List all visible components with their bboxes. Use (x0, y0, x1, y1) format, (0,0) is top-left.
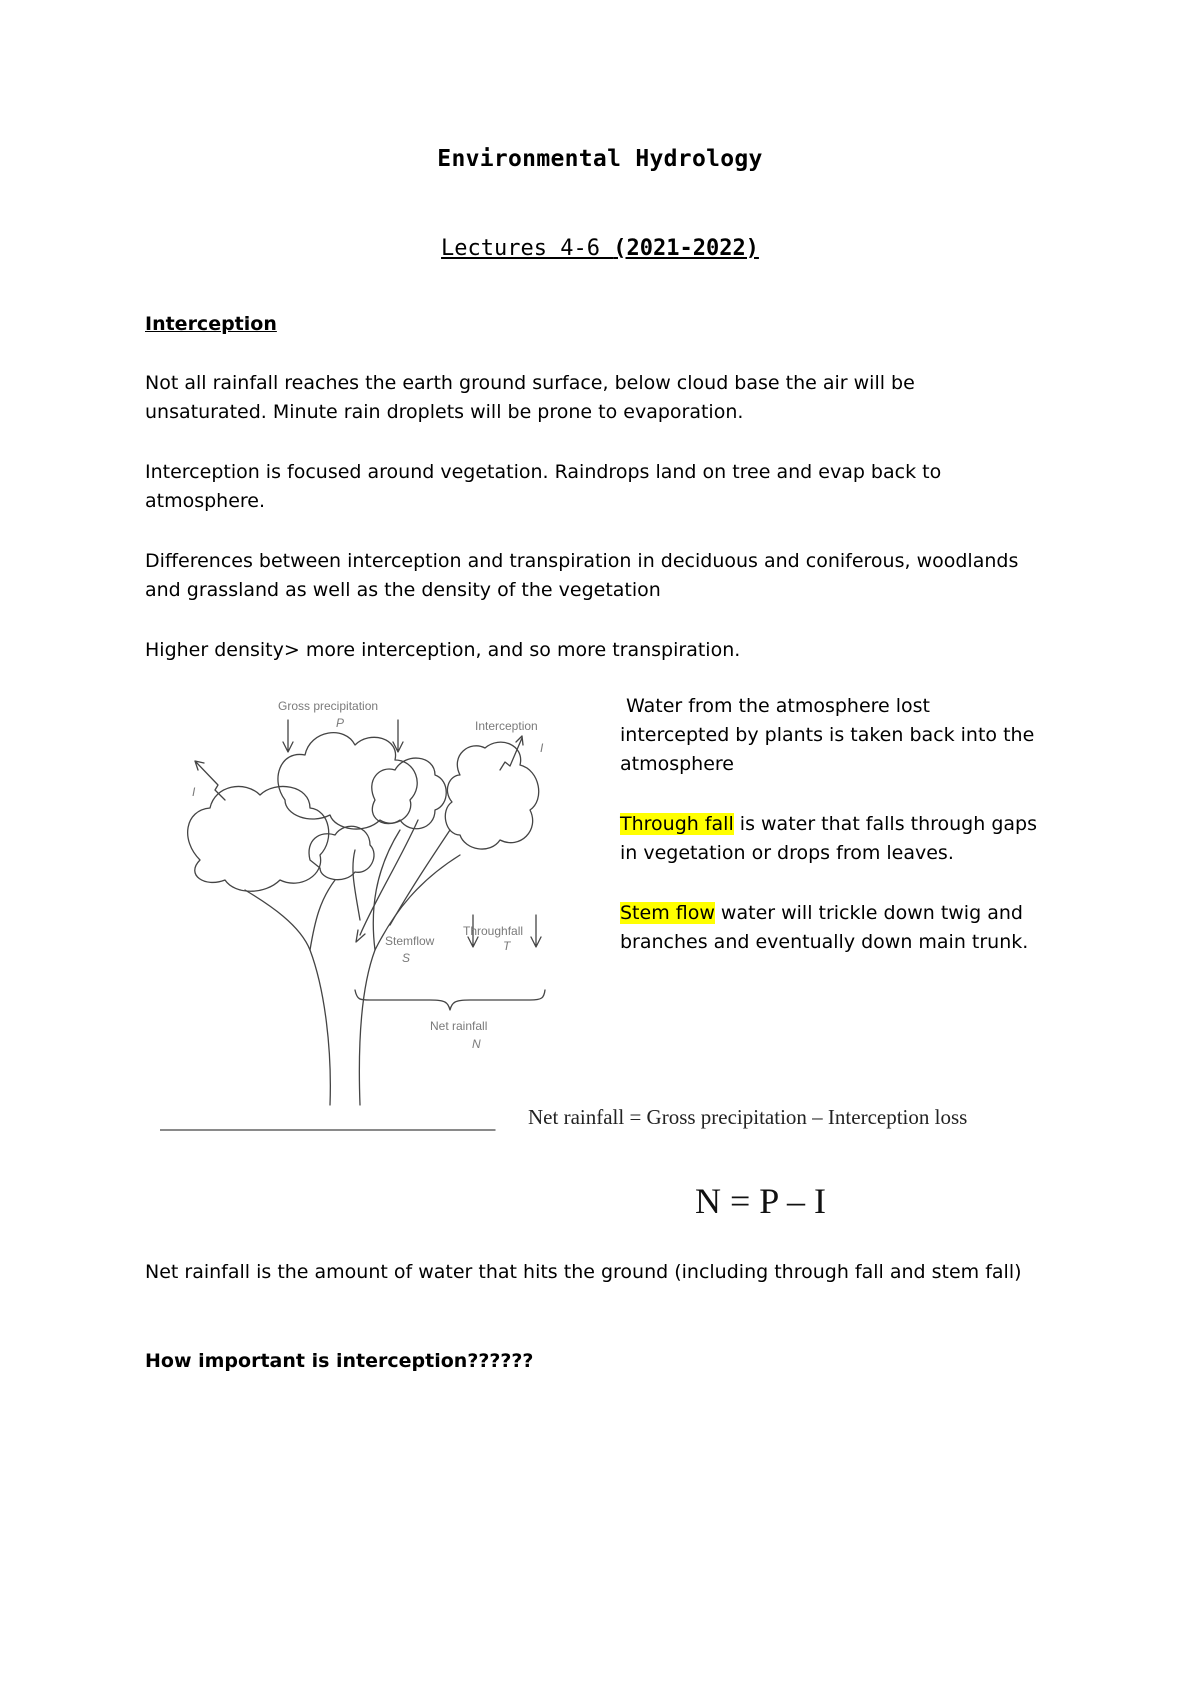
throughfall-description: is water that falls through gaps (733, 813, 1037, 835)
side-text-1-line-1: Water from the atmosphere lost (620, 695, 931, 717)
subtitle-years: (2021-2022) (613, 236, 759, 261)
stemflow-label: Stemflow (385, 934, 435, 948)
interception-label-right: Interception (475, 719, 538, 733)
stemflow-highlight: Stem flow (620, 902, 715, 924)
paragraph-2-line-2: atmosphere. (145, 490, 266, 512)
gross-precipitation-label: Gross precipitation (278, 699, 379, 713)
paragraph-5: Net rainfall is the amount of water that hits the ground (including through fall and stem fall) (145, 1261, 1022, 1283)
side-text-3-line-2: branches and eventually down main trunk. (620, 931, 1029, 953)
gross-arrow-left (283, 720, 293, 752)
stemflow-description: water will trickle down twig and (714, 902, 1023, 924)
interception-symbol-right: I (540, 741, 544, 755)
paragraph-4: Higher density> more interception, and so more transpiration. (145, 639, 741, 661)
net-rainfall-formula-words: Net rainfall = Gross precipitation – Interception loss (528, 1105, 968, 1129)
canopy-left-cloud (188, 786, 329, 891)
net-rainfall-label: Net rainfall (430, 1019, 488, 1033)
tree-trunk (245, 890, 330, 1105)
section-heading-interception: Interception (145, 313, 277, 335)
net-rainfall-symbol: N (472, 1037, 481, 1051)
throughfall-arrow-right (531, 915, 541, 947)
throughfall-highlight: Through fall (620, 813, 734, 835)
subtitle-lectures: Lectures 4-6 (441, 236, 614, 261)
branch-4 (353, 850, 360, 920)
canopy-inner-cloud (309, 826, 374, 879)
side-text-2-line-2: in vegetation or drops from leaves. (620, 842, 954, 864)
throughfall-symbol: T (503, 939, 511, 953)
paragraph-2 (145, 458, 1065, 516)
paragraph-2-line-1: Interception is focused around vegetation. Raindrops land on tree and evap back to (145, 461, 942, 483)
gross-precipitation-symbol: P (336, 716, 345, 730)
branch-3 (390, 830, 450, 925)
side-text-3-line-1 (620, 899, 1070, 928)
branch-1 (310, 880, 335, 950)
branch-2 (373, 830, 400, 950)
stemflow-symbol: S (402, 951, 411, 965)
gross-arrow-right (393, 720, 403, 752)
interception-symbol-left: I (192, 785, 196, 799)
canopy-right-cloud (445, 742, 538, 849)
stemflow-arrowhead (356, 930, 365, 942)
interception-arrow-left (195, 761, 225, 800)
canopy-center-cloud (278, 733, 417, 829)
paragraph-3 (145, 547, 1065, 605)
document-title: Environmental Hydrology (437, 146, 763, 172)
side-text-interception (620, 692, 1070, 779)
side-text-2-line-1 (620, 810, 1070, 839)
side-text-1-line-3: atmosphere (620, 753, 734, 775)
side-text-stemflow (620, 899, 1070, 957)
canopy-middle-cloud (372, 758, 446, 829)
document-subtitle (0, 236, 1200, 261)
net-rainfall-formula-symbols: N = P – I (695, 1181, 826, 1221)
side-text-1-line-2: intercepted by plants is taken back into the (620, 724, 1035, 746)
throughfall-label: Throughfall (463, 924, 524, 938)
side-text-throughfall (620, 810, 1070, 868)
paragraph-3-line-1: Differences between interception and transpiration in deciduous and coniferous, woodlands (145, 550, 1019, 572)
net-rainfall-brace (355, 990, 545, 1010)
closing-question: How important is interception?????? (145, 1350, 534, 1372)
paragraph-1 (145, 369, 1065, 427)
paragraph-3-line-2: and grassland as well as the density of the vegetation (145, 579, 661, 601)
paragraph-1-line-1: Not all rainfall reaches the earth ground surface, below cloud base the air will be (145, 372, 915, 394)
paragraph-1-line-2: unsaturated. Minute rain droplets will be prone to evaporation. (145, 401, 744, 423)
